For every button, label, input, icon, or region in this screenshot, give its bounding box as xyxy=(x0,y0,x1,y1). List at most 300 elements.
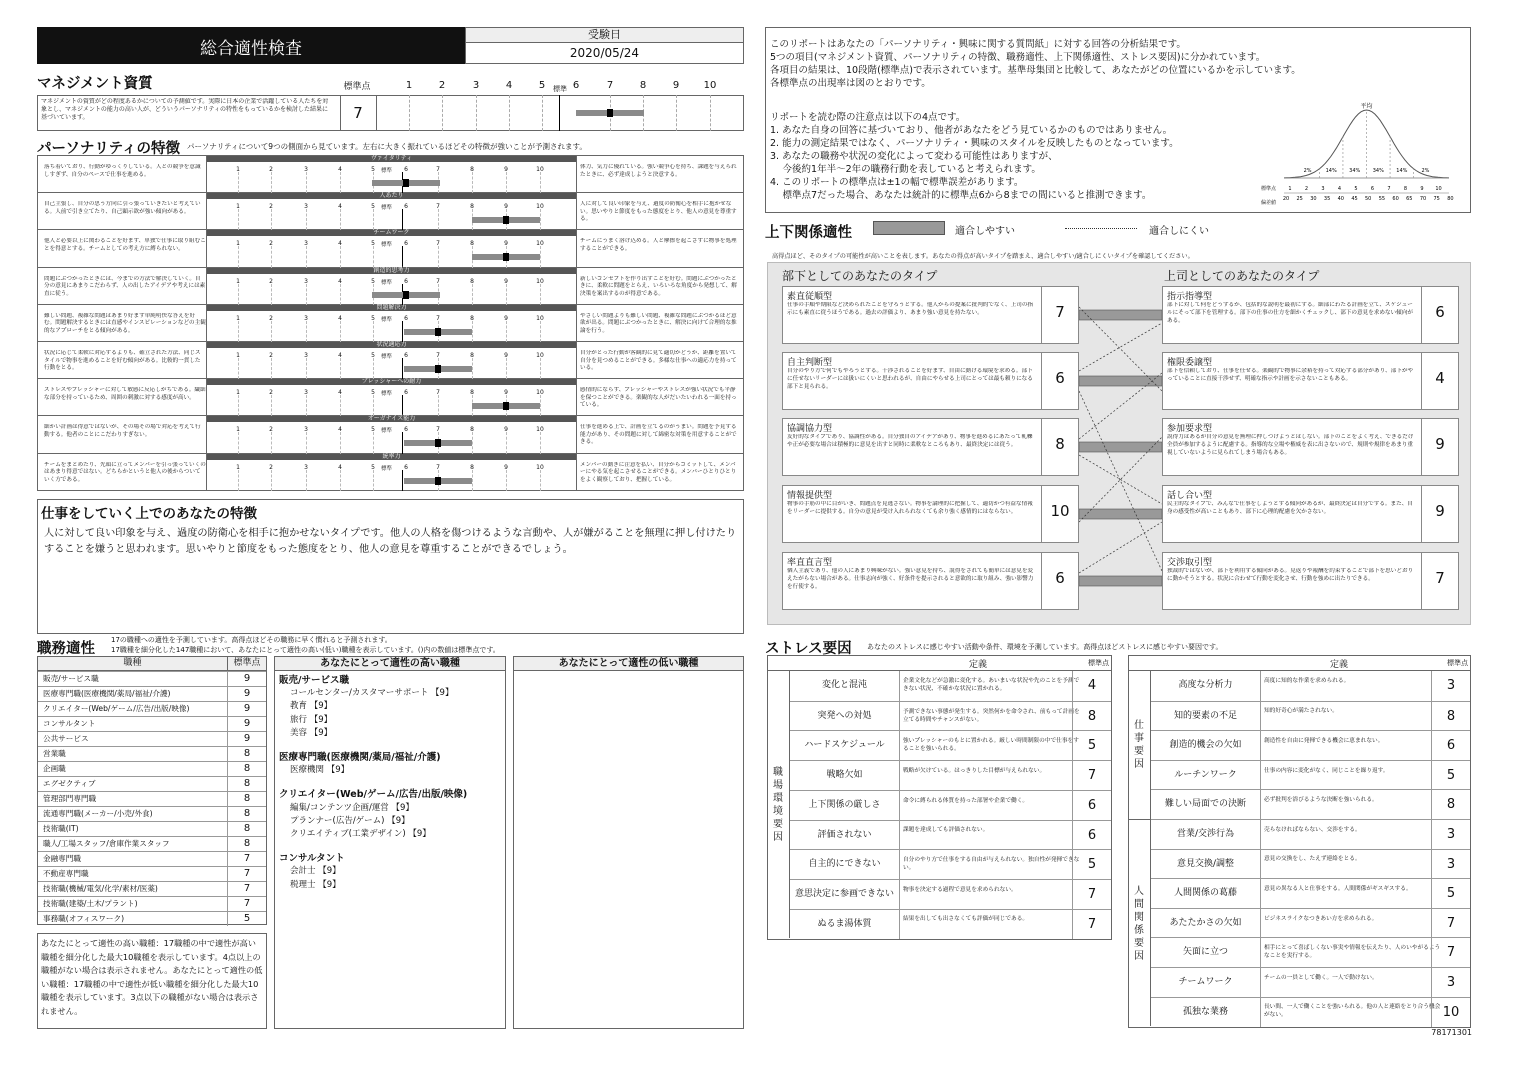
work-box xyxy=(37,499,744,634)
trait-tick-label: 3 xyxy=(304,463,308,471)
boss-type-card xyxy=(1162,418,1459,476)
curve-axis2-tick: 80 xyxy=(1447,196,1454,202)
scale-tick-label: 3 xyxy=(472,80,480,91)
trait-tick-label: 3 xyxy=(304,166,308,173)
trait-gridline xyxy=(506,358,507,379)
trait-gridline xyxy=(506,470,507,491)
stress-row xyxy=(1151,730,1470,760)
scale-tick-label: 7 xyxy=(606,80,614,91)
job-name: エグゼクティブ xyxy=(38,777,228,791)
job-score: 8 xyxy=(243,778,251,789)
stress-row xyxy=(790,760,1111,790)
stress-def: 強いプレッシャーのもとに置かれる。厳しい時間制限の中で仕事をすることを強いられる。 xyxy=(903,738,1079,753)
trait-gridline xyxy=(340,358,341,379)
trait-tick-label: 7 xyxy=(436,352,440,359)
stress-row xyxy=(1151,789,1470,819)
job-score: 7 xyxy=(243,898,251,909)
trait-gridline xyxy=(340,321,341,342)
personality-row xyxy=(38,268,743,305)
curve-axis-label: 標準点 xyxy=(1261,186,1277,192)
exam-box xyxy=(465,27,744,64)
trait-tick-label: 2 xyxy=(269,166,273,173)
intro-line: リポートを読む際の注意点は以下の4点です。 xyxy=(770,112,966,123)
curve-axis-tick: 1 xyxy=(1288,186,1292,192)
trait-std-line xyxy=(402,395,403,416)
trait-tick-label: 4 xyxy=(338,203,342,211)
trait-tick-label: 7 xyxy=(436,389,440,397)
trait-tick-label: 8 xyxy=(470,277,474,285)
trait-std-line xyxy=(402,432,403,453)
intro-paragraph-1 xyxy=(770,38,1301,90)
scale-gridline xyxy=(509,95,510,131)
sub-type-card xyxy=(782,286,1079,344)
job-row xyxy=(38,716,266,731)
boss-type-score: 9 xyxy=(1435,435,1445,453)
stress-header xyxy=(768,656,1111,671)
stress-factor: 難しい局面での決断 xyxy=(1151,790,1261,820)
trait-tick-label: 3 xyxy=(304,389,308,397)
stress-factor: 矢面に立つ xyxy=(1151,938,1261,968)
intro-line: 4. このリポートの標準点は±1の幅で標準誤差があります。 xyxy=(770,177,1024,188)
intro-line: 各項目の結果は、10段階(標準点)で表示されています。基準母集団と比較して、あなたがどの位置にいるかを示しています。 xyxy=(770,65,1301,76)
high-job-item: 旅行 【9】 xyxy=(290,714,333,725)
trait-tick-label: 9 xyxy=(504,277,508,285)
trait-left-desc: 自己主張し、自分の思う方向に引っ張っていきたいと考えている。人前で引き立てたり、自己顕示欲が強い傾向がある。 xyxy=(44,201,201,215)
low-jobs-panel xyxy=(513,656,744,1029)
stress-def: 戦略が欠けている。はっきりした目標が与えられない。 xyxy=(903,767,1046,774)
stress-row xyxy=(1151,701,1470,731)
trait-gridline xyxy=(373,432,374,453)
curve-axis2-tick: 65 xyxy=(1406,196,1413,202)
intro-box xyxy=(765,27,1471,213)
trait-gridline xyxy=(306,358,307,379)
trait-tick-label: 10 xyxy=(536,389,544,397)
stress-score: 10 xyxy=(1442,1004,1460,1020)
trait-col-divider xyxy=(576,416,577,453)
trait-tick-label: 2 xyxy=(269,463,273,471)
trait-tick-label: 8 xyxy=(470,166,474,173)
boss-type-card xyxy=(1162,485,1459,543)
high-job-gap xyxy=(279,841,501,852)
sub-type-name: 率直直言型 xyxy=(787,558,833,568)
trait-tick-label: 10 xyxy=(536,426,544,434)
trait-gridline xyxy=(472,284,473,305)
stress-def: 課題を達成しても評価されない。 xyxy=(903,827,989,834)
intro-line: 各標準点の出現率は図のとおりです。 xyxy=(770,78,931,89)
trait-tick-label: 3 xyxy=(304,277,308,285)
sub-type-card xyxy=(782,352,1079,410)
high-jobs-panel xyxy=(274,656,506,1029)
job-row xyxy=(38,836,266,851)
trait-tick-label: 6 xyxy=(404,240,408,248)
trait-gridline xyxy=(373,209,374,230)
trait-std-label: 標準 xyxy=(381,428,393,435)
trait-marker xyxy=(435,328,441,336)
trait-col-divider xyxy=(576,156,577,193)
stress-score: 3 xyxy=(1446,678,1456,693)
trait-tick-label: 9 xyxy=(504,166,508,173)
personality-row xyxy=(38,193,743,230)
curve-axis2-tick: 35 xyxy=(1323,196,1331,202)
stress-factor: 評価されない xyxy=(790,821,900,851)
stress-row xyxy=(1151,967,1470,997)
trait-gridline xyxy=(373,470,374,491)
stress-score: 3 xyxy=(1446,827,1456,842)
boss-area xyxy=(767,262,1471,625)
curve-axis2-label: 偏差値 xyxy=(1261,200,1277,206)
trait-gridline xyxy=(238,358,239,379)
job-name: 流通専門職(メーカー/小売/外食) xyxy=(38,807,228,821)
trait-tick-label: 5 xyxy=(371,277,375,285)
trait-right-desc: メンバーの動きに注意を払い、自分からコミットして、メンバーにやる気を起こさせることができる。メンバーひとりひとりをよく観察しており、把握している。 xyxy=(580,461,737,483)
compat-band xyxy=(1079,576,1162,586)
trait-tick-label: 9 xyxy=(504,389,508,397)
stress-def: 予測できない事態が発生する。突然何かを命令され、前もって計画を立てる時間やチャンスがない。 xyxy=(903,708,1080,723)
sub-type-desc: 仕事の手順や期限など決められたことを守ろうとする。他人からの提案に批判的でなく、上司の指示にも素直に従うほうである。過去の評価より、あまり強い意見を持たない。 xyxy=(787,302,1034,316)
job-table xyxy=(37,656,267,925)
sub-type-score: 10 xyxy=(1050,502,1070,520)
low-title: あなたにとって適性の低い職種 xyxy=(514,657,743,671)
curve-axis-tick: 4 xyxy=(1337,186,1342,192)
high-job-category: クリエイター(Web/ゲーム/広告/出版/映像) xyxy=(279,789,468,801)
trait-gridline xyxy=(540,246,541,267)
legend-good: 適合しやすい xyxy=(955,226,1015,237)
work-text: 人に対して良い印象を与え、過度の防衛心を相手に抱かせないタイプです。他人の人格を傷つけるような言動や、人が嫌がることを無理に押し付けたりすることを嫌うと思われます。思いやりと節度をもった態度をとり、他人の意見を尊重することができるでしょう。 xyxy=(44,528,737,555)
job-name: 不動産専門職 xyxy=(38,867,228,881)
trait-tick-label: 1 xyxy=(236,314,240,322)
stress-col-score: 標準点 xyxy=(1447,659,1468,667)
job-row xyxy=(38,896,266,911)
stress-table-left xyxy=(767,655,1112,940)
stress-row xyxy=(790,790,1111,820)
personality-row xyxy=(38,230,743,267)
trait-std-line xyxy=(402,358,403,379)
trait-tick-label: 6 xyxy=(404,166,408,173)
incompat-line xyxy=(1079,455,1162,504)
stress-score: 8 xyxy=(1446,797,1456,813)
trait-gridline xyxy=(271,470,272,491)
trait-tick-label: 2 xyxy=(269,389,273,397)
boss-type-card xyxy=(1162,552,1459,610)
boss-title: 上下関係適性 xyxy=(765,225,852,241)
stress-score: 8 xyxy=(1087,708,1097,724)
personality-title: パーソナリティの特徴 xyxy=(37,141,180,157)
sub-type-desc: 自分のやり方で何でもやろうとする。干渉されることを好まず、自由に動ける環境を求める。部下に任せないリーダーには扱いにくいと思われるが、自由にやらせる上司にとっては最も頼りになる部下と見られる。 xyxy=(787,368,1033,390)
trait-name: チームワーク xyxy=(373,229,410,237)
curve-axis-tick: 7 xyxy=(1387,186,1391,192)
curve-axis2-tick: 70 xyxy=(1419,196,1427,202)
trait-tick-label: 6 xyxy=(404,463,408,471)
job-score: 9 xyxy=(243,718,251,729)
trait-gridline xyxy=(238,246,239,267)
high-job-category: 医療専門職(医療機関/薬局/福祉/介護) xyxy=(279,752,441,764)
trait-col-divider xyxy=(576,342,577,379)
trait-tick-label: 7 xyxy=(436,166,440,173)
trait-gridline xyxy=(271,395,272,416)
trait-left-desc: 落ち着いており、行動がゆっくりしている。人との競争を意識しすぎず、自分のペースで仕事を進める。 xyxy=(44,164,201,178)
trait-right-desc: チームにうまく溶け込める。人と摩擦を起こさずに物事を処理することができる。 xyxy=(580,238,737,252)
scale-gridline xyxy=(542,95,543,131)
stress-factor: 孤独な業務 xyxy=(1151,998,1261,1028)
trait-std-line xyxy=(402,246,403,267)
stress-factor: ぬるま湯体質 xyxy=(790,910,900,940)
job-score: 7 xyxy=(243,883,251,894)
stress-score: 6 xyxy=(1446,738,1456,754)
high-job-category: コンサルタント xyxy=(279,853,345,865)
personality-row xyxy=(38,342,743,379)
curve-pct: 2% xyxy=(1303,168,1312,174)
high-job-item: 美容 【9】 xyxy=(290,727,333,738)
curve-pct: 34% xyxy=(1349,168,1361,174)
curve-axis2-tick: 30 xyxy=(1310,196,1317,202)
trait-col-divider xyxy=(576,454,577,491)
stress-score: 6 xyxy=(1087,797,1097,813)
high-job-item: コールセンター/カスタマーサポート 【9】 xyxy=(290,688,454,699)
personality-row xyxy=(38,156,743,193)
boss-type-desc: 独裁的ではないが、部下を利用する傾向がある。見返りや報酬を約束することで部下を思いどおりに動かそうとする。状況に合わせて行動を変化させ、行動を強めに出たりできる。 xyxy=(1167,568,1414,582)
boss-desc: 高得点ほど、そのタイプの可能性が高いことを表します。あなたの得点が高いタイプを踏まえ、適合しやすい/適合しにくいタイプを確認してください。 xyxy=(772,253,1194,260)
stress-def: 仕事の内容に変化がなく、同じことを繰り返す。 xyxy=(1264,767,1389,774)
trait-gridline xyxy=(506,172,507,193)
trait-tick-label: 2 xyxy=(269,240,273,248)
trait-col-divider xyxy=(576,268,577,305)
trait-marker xyxy=(403,179,409,187)
job-score: 9 xyxy=(243,688,251,699)
sub-type-name: 自主判断型 xyxy=(787,358,833,368)
boss-type-desc: 民主的なタイプで、みんなで仕事をしようとする傾向があるが、最終決定は自分でする。また、自身の感受性が高いこともあり、部下に心理的配慮を欠かさない。 xyxy=(1167,501,1413,515)
intro-line: 今後約1年半〜2年の職務行動を表していると考えられます。 xyxy=(770,164,1041,175)
job-row xyxy=(38,881,266,896)
trait-col-divider xyxy=(576,230,577,267)
trait-tick-label: 2 xyxy=(269,314,273,322)
trait-tick-label: 2 xyxy=(269,426,273,434)
trait-tick-label: 3 xyxy=(304,352,308,359)
trait-left-desc: ストレスやプレッシャーに対して敏感に反応しがちである。繊細な部分を持っているため、周囲の刺激に対する感度が高い。 xyxy=(44,387,206,401)
boss-type-name: 指示指導型 xyxy=(1167,292,1213,302)
stress-group xyxy=(1129,671,1151,819)
trait-tick-label: 5 xyxy=(371,389,375,397)
high-job-item: 教育 【9】 xyxy=(290,701,333,712)
trait-gridline xyxy=(340,209,341,230)
curve-pct: 34% xyxy=(1372,168,1384,174)
stress-group-label: 仕事要因 xyxy=(1134,720,1144,770)
trait-tick-label: 7 xyxy=(436,463,440,471)
personality-row xyxy=(38,416,743,453)
trait-name: オーガナイズ能力 xyxy=(367,415,416,423)
job-name: 企画職 xyxy=(38,762,228,776)
trait-gridline xyxy=(373,395,374,416)
compat-band xyxy=(1079,310,1162,320)
trait-gridline xyxy=(306,172,307,193)
legend-bad-line xyxy=(1065,228,1137,229)
trait-gridline xyxy=(438,246,439,267)
stress-factor: 人間関係の葛藤 xyxy=(1151,879,1261,909)
trait-tick-label: 5 xyxy=(371,352,375,359)
trait-left-desc: 難しい問題、複雑な問題はあまり好まず単純明快な答えを好む。問題解決するときには直感やインスピレーションなどの主観的なアプローチをとる傾向がある。 xyxy=(44,312,206,334)
normal-curve-chart xyxy=(1259,96,1459,208)
trait-gridline xyxy=(306,321,307,342)
trait-tick-label: 6 xyxy=(404,314,408,322)
stress-def: 知的好奇心が満たされない。 xyxy=(1264,708,1338,715)
job-row xyxy=(38,821,266,836)
stress-row xyxy=(1151,760,1470,790)
job-name: 技術職(建築/土木/プラント) xyxy=(38,897,228,911)
job-row xyxy=(38,866,266,881)
job-score: 9 xyxy=(243,703,251,714)
job-score: 8 xyxy=(243,748,251,759)
stress-row xyxy=(790,849,1111,879)
sub-type-score: 6 xyxy=(1055,569,1065,587)
job-name: 営業職 xyxy=(38,747,228,761)
stress-row xyxy=(790,879,1111,909)
curve-axis2-tick: 40 xyxy=(1337,196,1344,202)
trait-gridline xyxy=(373,358,374,379)
intro-line: 1. あなた自身の回答に基づいており、他者があなたをどう見ているかのものではありません。 xyxy=(770,125,1173,136)
stress-title: ストレス要因 xyxy=(765,641,852,657)
stress-row xyxy=(1151,937,1470,967)
trait-tick-label: 4 xyxy=(338,314,342,322)
stress-def: 結果を出しても出さなくても評価が同じである。 xyxy=(903,916,1029,923)
trait-marker xyxy=(435,439,441,447)
trait-tick-label: 4 xyxy=(338,426,342,434)
sub-type-score: 7 xyxy=(1055,303,1065,321)
trait-gridline xyxy=(540,172,541,193)
trait-tick-label: 2 xyxy=(269,352,273,359)
curve-pct: 14% xyxy=(1325,168,1337,174)
trait-tick-label: 1 xyxy=(236,240,240,248)
trait-name: 問題解決力 xyxy=(376,303,407,311)
high-job-item: 会計士 【9】 xyxy=(290,866,341,877)
curve-axis-tick: 2 xyxy=(1304,186,1309,192)
trait-gridline xyxy=(271,321,272,342)
stress-def: 必ず批判を浴びるような決断を強いられる。 xyxy=(1264,797,1378,804)
trait-gridline xyxy=(271,246,272,267)
trait-gridline xyxy=(438,395,439,416)
trait-std-line xyxy=(402,321,403,342)
scale-tick-label: 2 xyxy=(438,80,446,91)
stress-def: チームの一員として働く。一人で動けない。 xyxy=(1264,974,1378,981)
job-row xyxy=(38,911,266,926)
sub-type-score: 6 xyxy=(1055,369,1065,387)
personality-table xyxy=(37,155,744,491)
stress-score: 7 xyxy=(1087,916,1097,932)
trait-tick-label: 9 xyxy=(504,203,508,211)
trait-tick-label: 4 xyxy=(338,463,342,471)
trait-tick-label: 4 xyxy=(338,277,342,285)
trait-tick-label: 1 xyxy=(236,352,240,359)
stress-factor: 自主的にできない xyxy=(790,850,900,880)
sub-type-name: 協調協力型 xyxy=(787,424,833,434)
trait-tick-label: 9 xyxy=(504,426,508,434)
intro-paragraph-2 xyxy=(770,111,1179,202)
stress-row xyxy=(790,701,1111,731)
stress-def: 意見の交換をし、たえず連絡をとる。 xyxy=(1264,856,1361,863)
stress-factor: 戦略欠如 xyxy=(790,761,900,791)
trait-tick-label: 7 xyxy=(436,203,440,211)
trait-tick-label: 5 xyxy=(371,463,375,471)
job-row xyxy=(38,851,266,866)
scale-gridline xyxy=(676,95,677,131)
stress-factor: ハードスケジュール xyxy=(790,731,900,761)
job-score: 8 xyxy=(243,838,251,849)
job-sub1: 17の職種への適性を予測しています。高得点ほどその職務に早く慣れると予測されます。 xyxy=(111,636,392,644)
stress-score: 5 xyxy=(1446,767,1456,783)
trait-tick-label: 1 xyxy=(236,463,240,471)
trait-tick-label: 8 xyxy=(470,463,474,471)
job-score: 8 xyxy=(243,823,251,834)
high-job-gap xyxy=(279,777,501,788)
sub-type-desc: 個人主義であり、他の人にあまり興味がない。強い意見を持ち、説得をされても簡単には意見を変えたがらない場合がある。仕事志向が強く、好条件を提示されると意欲的に取り組み、強い影響力を行使する。 xyxy=(787,568,1034,590)
job-name: 技術職(IT) xyxy=(38,822,228,836)
col-job: 職種 xyxy=(38,657,228,670)
personality-row xyxy=(38,305,743,342)
job-name: コンサルタント xyxy=(38,717,228,731)
trait-col-divider xyxy=(576,305,577,342)
scale-tick-label: 9 xyxy=(672,80,680,91)
trait-gridline xyxy=(540,470,541,491)
stress-score: 4 xyxy=(1087,678,1097,693)
stress-factor: ルーチンワーク xyxy=(1151,761,1261,791)
trait-tick-label: 4 xyxy=(338,166,342,173)
scale-tick-label: 1 xyxy=(405,80,413,91)
trait-gridline xyxy=(238,172,239,193)
stress-factor: 知的要素の不足 xyxy=(1151,702,1261,732)
boss-type-title: 上司としてのあなたのタイプ xyxy=(1164,269,1320,283)
trait-std-label: 標準 xyxy=(381,279,393,286)
job-name: 医療専門職(医療機関/薬局/福祉/介護) xyxy=(38,687,228,701)
scale-tick-label: 4 xyxy=(505,80,513,91)
stress-score: 7 xyxy=(1087,768,1097,784)
curve-axis-tick: 6 xyxy=(1370,186,1375,192)
trait-gridline xyxy=(271,172,272,193)
trait-left-desc: チームをまとめたり、先頭に立ってメンバーを引っ張っていくのはあまり得意ではない。どちらかというと他人の後からついていく方である。 xyxy=(44,461,206,483)
scale-tick-label: 5 xyxy=(538,80,546,91)
sub-type-name: 情報提供型 xyxy=(787,491,833,501)
trait-gridline xyxy=(271,432,272,453)
trait-gridline xyxy=(271,358,272,379)
trait-marker xyxy=(503,402,509,410)
stress-score: 5 xyxy=(1446,886,1456,902)
stress-score: 8 xyxy=(1446,708,1456,724)
stress-score: 7 xyxy=(1087,886,1097,902)
trait-name: プレッシャーへの耐力 xyxy=(361,378,422,386)
trait-left-desc: 問題にぶつかったときには、今までの方法で解決していく。自分の意見にあまりこだわらず、人の出したアイデアや考えには素直に従う。 xyxy=(44,275,206,297)
trait-tick-label: 10 xyxy=(536,203,544,211)
trait-tick-label: 9 xyxy=(504,314,508,322)
trait-col-divider xyxy=(576,379,577,416)
stress-def: 売らなければならない、交渉をする。 xyxy=(1264,826,1361,833)
intro-line: 3. あなたの職務や状況の変化によって変わる可能性はありますが、 xyxy=(770,151,1058,162)
boss-type-card xyxy=(1162,352,1459,410)
job-row xyxy=(38,701,266,716)
stress-def: 企業文化などが急激に変化する。あいまいな状況や先のことを予測できない状況、不確かな状況に置かれる。 xyxy=(903,677,1080,692)
trait-gridline xyxy=(340,395,341,416)
sub-type-desc: 友好的なタイプであり、協調性がある。自分独自のアイデアがあり、物事を進めるにあたって軋轢や正が必要な場合は積極的に意見を出すと同時に柔軟なところもあり、最終決定には従う。 xyxy=(787,434,1033,448)
high-jobs-list xyxy=(279,674,501,903)
trait-tick-label: 7 xyxy=(436,277,440,285)
stress-row xyxy=(790,730,1111,760)
job-score: 9 xyxy=(243,673,251,684)
stress-factor: 意見交換/調整 xyxy=(1151,850,1261,880)
incompat-line xyxy=(1079,391,1162,571)
trait-tick-label: 6 xyxy=(404,426,408,434)
curve-pct: 2% xyxy=(1421,168,1430,174)
trait-gridline xyxy=(540,358,541,379)
trait-gridline xyxy=(340,172,341,193)
job-row xyxy=(38,671,266,686)
trait-tick-label: 1 xyxy=(236,426,240,434)
boss-type-score: 7 xyxy=(1435,569,1445,587)
